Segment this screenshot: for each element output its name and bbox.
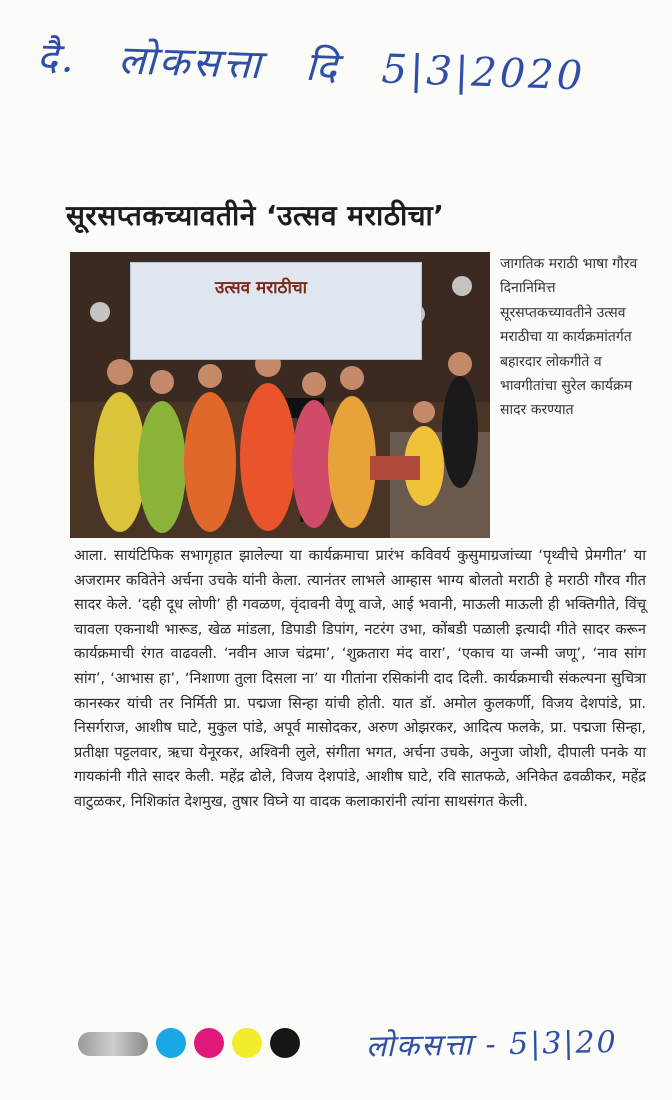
magenta-swatch bbox=[194, 1028, 224, 1058]
note-label: दै. bbox=[35, 34, 78, 82]
article-body: आला. सायंटिफिक सभागृहात झालेल्या या कार्यक्रमाचा प्रारंभ कविवर्य कुसुमाग्रजांच्या ‘पृथ्वीचे प्रेमगीत’ या अजरामर कवितेने अर्चना उचके यांनी केला. त्यानंतर लाभले आम्हास भाग्य बोलतो मराठी हे मराठी गौरव गीत सादर केले. ‘दही दूध लोणी’ ही गवळण, वृंदावनी वेणू वाजे, आई भवानी, माऊली माऊली ही भक्तिगीते, विंचू चावला एकनाथी भारूड, खेळ मांडला, डिपाडी डिपांग, नटरंग उभा, कोंबडी पळाली इत्यादी गीते सादर करून कार्यक्रमाची रंगत वाढवली. ‘नवीन आज चंद्रमा’, ‘शुक्रतारा मंद वारा’, ‘एकाच या जन्मी जणू’, ‘नाव सांग सांग’, ‘आभास हा’, ‘निशाणा तुला दिसला ना’ या गीतांना रसिकांनी दाद दिली. कार्यक्रमाची संकल्पना सुचित्रा कानस्कर यांची तर निर्मिती प्रा. पद्मजा सिन्हा यांची होती. यात डॉ. अमोल कुलकर्णी, विजय देशपांडे, प्रा. निसर्गराज, आशीष घाटे, मुकुल पांडे, अपूर्व मासोदकर, अरुण ओझरकर, आदित्य फलके, प्रा. पद्मजा सिन्हा, प्रतीक्षा पट्टलवार, ऋचा येनूरकर, अश्विनी लुले, संगीता भगत, अर्चना उचके, अनुजा जोशी, दीपाली पनके या गायकांनी गीते सादर केली. महेंद्र ढोले, विजय देशपांडे, आशीष घाटे, रवि सातफळे, अनिकेत ढवळीकर, महेंद्र वाटुळकर, निशिकांत देशमुख, तुषार विघ्ने या वादक कलाकारांनी त्यांना साथसंगत केली. bbox=[74, 547, 646, 810]
print-color-registration-bar bbox=[78, 1026, 308, 1060]
handwritten-bottom-note: लोकसत्ता - 5|3|20 bbox=[365, 1025, 618, 1065]
article-headline: सूरसप्तकच्यावतीने ‘उत्सव मराठीचा’ bbox=[66, 199, 445, 232]
yellow-swatch bbox=[232, 1028, 262, 1058]
handwritten-source-note bbox=[35, 27, 648, 143]
article-side-column: जागतिक मराठी भाषा गौरव दिनानिमित्त सूरसप्तकच्यावतीने उत्सव मराठीचा या कार्यक्रमांतर्गत बहारदार लोकगीते व भावगीतांचा सुरेल कार्यक्रम सादर करण्यात bbox=[500, 256, 638, 419]
stage-banner-title: उत्सव मराठीचा bbox=[215, 278, 308, 298]
gray-swatch bbox=[78, 1032, 148, 1056]
black-swatch bbox=[270, 1028, 300, 1058]
cyan-swatch bbox=[156, 1028, 186, 1058]
note-paper-name: लोकसत्ता bbox=[117, 37, 265, 89]
note-date: 5|3|2020 bbox=[380, 46, 586, 100]
article-photo bbox=[70, 252, 490, 538]
stage-banner bbox=[130, 262, 422, 360]
note-date-prefix: दि bbox=[304, 43, 341, 91]
